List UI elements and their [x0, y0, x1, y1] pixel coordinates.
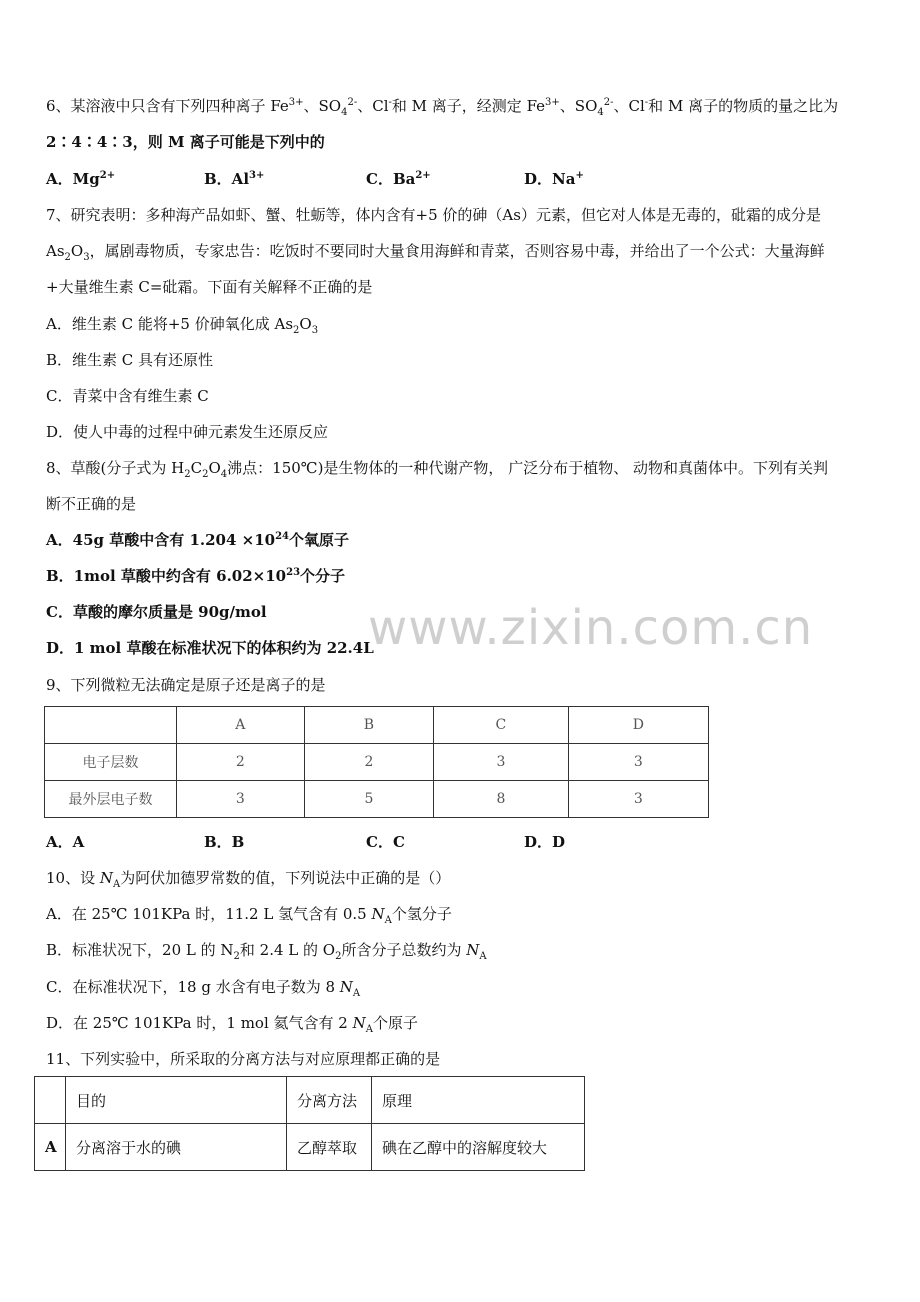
- q9-option-b[interactable]: B．B: [204, 833, 245, 851]
- table-cell: 原理: [372, 1077, 585, 1124]
- table-row: [45, 744, 709, 781]
- q8-option-d[interactable]: D．1 mol 草酸在标准状况下的体积约为 22.4L: [46, 639, 374, 657]
- q10-option-c[interactable]: C．在标准状况下，18 g 水含有电子数为 8 $N_A$: [46, 978, 361, 999]
- q8-stem-line2: 断不正确的是: [46, 495, 137, 513]
- table-cell: 最外层电子数: [45, 781, 177, 818]
- table-cell: [45, 707, 177, 744]
- q8-option-a[interactable]: A．45g 草酸中含有 $1.204 \times 10^{24}$个氧原子: [46, 531, 350, 549]
- q9-option-d[interactable]: D．D: [524, 833, 566, 851]
- q11-table: [34, 1076, 585, 1171]
- table-cell: B: [304, 707, 434, 744]
- q7-option-d[interactable]: D．使人中毒的过程中砷元素发生还原反应: [46, 423, 329, 441]
- table-cell: 8: [434, 781, 568, 818]
- table-row: [45, 707, 709, 744]
- table-cell: 3: [568, 781, 708, 818]
- table-cell: 2: [177, 744, 305, 781]
- q8-option-c[interactable]: C．草酸的摩尔质量是 90g/mol: [46, 603, 267, 621]
- q7-stem-line2: $As_2O_3$，属剧毒物质，专家忠告：吃饭时不要同时大量食用海鲜和青菜，否则容易中毒，并给出了一个公式：大量海鲜: [46, 242, 825, 263]
- q8-option-b[interactable]: B．1mol 草酸中约含有 $6.02\times 10^{23}$个分子: [46, 567, 346, 585]
- table-cell: 2: [304, 744, 434, 781]
- q7-stem-line3: +大量维生素 C=砒霜。下面有关解释不正确的是: [46, 278, 373, 296]
- q6-stem-line1: 6、某溶液中只含有下列四种离子 $Fe^{3+}$、$SO_4^{2-}$、Cl-和 M 离子，经测定 $Fe^{3+}$、$SO_4^{2-}$、Cl-和 M 离子的物质的量之比为: [46, 97, 839, 118]
- q7-option-b[interactable]: B．维生素 C 具有还原性: [46, 351, 214, 369]
- q6-option-a[interactable]: A．$Mg^{2+}$: [46, 170, 116, 188]
- table-cell: 电子层数: [45, 744, 177, 781]
- table-cell: 分离方法: [287, 1077, 372, 1124]
- table-row: [35, 1124, 585, 1171]
- table-row: [35, 1077, 585, 1124]
- table-cell: [35, 1077, 66, 1124]
- q6-option-d[interactable]: D．Na+: [524, 170, 584, 188]
- table-cell: 乙醇萃取: [287, 1124, 372, 1171]
- watermark: www.zixin.com.cn: [368, 600, 814, 656]
- q6-option-b[interactable]: B．$Al^{3+}$: [204, 170, 265, 188]
- q9-table: [44, 706, 709, 818]
- table-cell: 目的: [66, 1077, 287, 1124]
- q10-option-a[interactable]: A．在 25℃ 101KPa 时，11.2 L 氢气含有 0.5 $N_A$个氢分子: [46, 905, 452, 926]
- table-cell: 3: [568, 744, 708, 781]
- q11-stem: 11、下列实验中，所采取的分离方法与对应原理都正确的是: [46, 1050, 441, 1068]
- table-cell: D: [568, 707, 708, 744]
- table-cell: 3: [434, 744, 568, 781]
- table-cell: 分离溶于水的碘: [66, 1124, 287, 1171]
- table-cell: A: [177, 707, 305, 744]
- q7-option-a[interactable]: A．维生素 C 能将+5 价砷氧化成 $As_2O_3$: [46, 315, 319, 336]
- table-cell: 碘在乙醇中的溶解度较大: [372, 1124, 585, 1171]
- q9-option-c[interactable]: C．C: [366, 833, 405, 851]
- q9-stem: 9、下列微粒无法确定是原子还是离子的是: [46, 676, 326, 694]
- q7-stem-line1: 7、研究表明：多种海产品如虾、蟹、牡蛎等，体内含有+5 价的砷（As）元素，但它对人体是无毒的，砒霜的成分是: [46, 206, 821, 224]
- q9-option-a[interactable]: A．A: [46, 833, 85, 851]
- q10-stem: 10、设 $N_A$为阿伏加德罗常数的值，下列说法中正确的是（）: [46, 869, 451, 890]
- table-cell: 5: [304, 781, 434, 818]
- q10-option-d[interactable]: D．在 25℃ 101KPa 时，1 mol 氦气含有 2 $N_A$个原子: [46, 1014, 418, 1035]
- q8-stem-line1: 8、草酸(分子式为 $H_2C_2O_4$沸点：150℃)是生物体的一种代谢产物， 广泛分布于植物、 动物和真菌体中。下列有关判: [46, 459, 828, 480]
- q7-option-c[interactable]: C．青菜中含有维生素 C: [46, 387, 209, 405]
- table-cell: 3: [177, 781, 305, 818]
- q10-option-b[interactable]: B．标准状况下，20 L 的 $N_2$和 2.4 L 的 $O_2$所含分子总数约为 $N_A$: [46, 941, 487, 962]
- q6-option-c[interactable]: C．$Ba^{2+}$: [366, 170, 431, 188]
- table-cell: C: [434, 707, 568, 744]
- table-cell: A: [35, 1124, 66, 1171]
- table-row: [45, 781, 709, 818]
- q6-stem-line2: 2∶4∶4∶3，则 M 离子可能是下列中的: [46, 133, 325, 151]
